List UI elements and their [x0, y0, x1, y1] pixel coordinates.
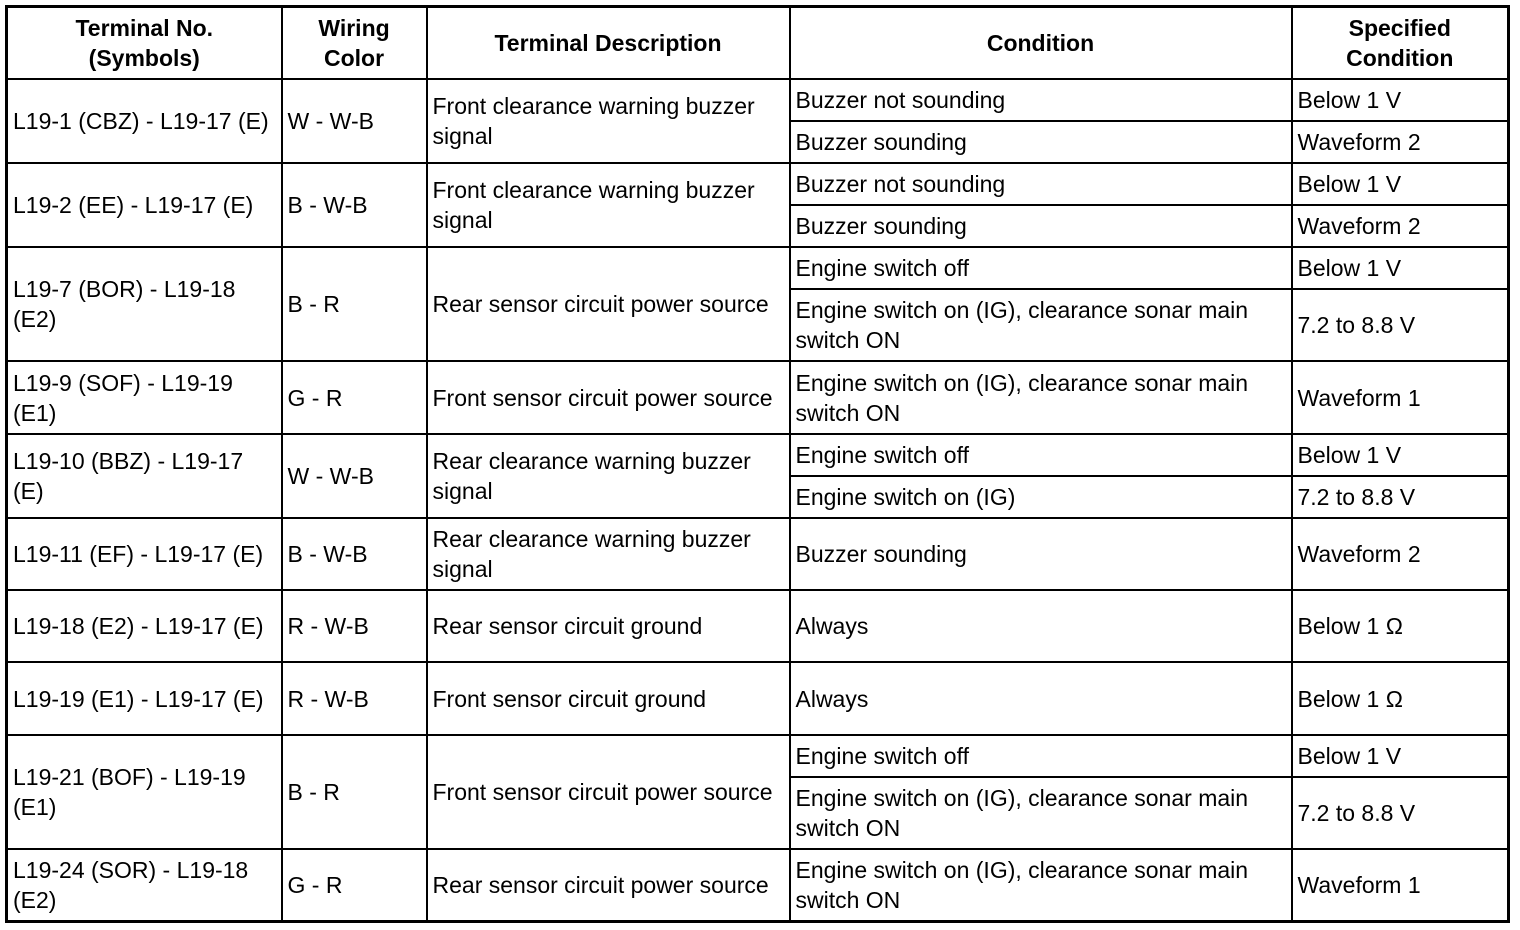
terminal-cell: L19-9 (SOF) - L19-19 (E1): [7, 361, 282, 433]
wiring-color-cell: B - R: [282, 735, 427, 849]
wiring-color-cell: R - W-B: [282, 590, 427, 662]
terminal-description-cell: Front clearance warning buzzer signal: [427, 79, 790, 163]
condition-cell: Engine switch off: [790, 434, 1292, 476]
wiring-color-cell: B - R: [282, 247, 427, 361]
terminal-description-cell: Rear clearance warning buzzer signal: [427, 518, 790, 590]
terminal-no-header: Terminal No. (Symbols): [7, 7, 282, 79]
condition-header: Condition: [790, 7, 1292, 79]
terminal-inspection-table: [5, 5, 1510, 923]
terminal-description-cell: Rear sensor circuit ground: [427, 590, 790, 662]
wiring-color-header: Wiring Color: [282, 7, 427, 79]
wiring-color-cell: B - W-B: [282, 163, 427, 247]
table-row: [7, 590, 1509, 662]
terminal-description-cell: Rear sensor circuit power source: [427, 247, 790, 361]
specified-condition-cell: Waveform 2: [1292, 518, 1509, 590]
specified-condition-cell: 7.2 to 8.8 V: [1292, 777, 1509, 849]
terminal-cell: L19-10 (BBZ) - L19-17 (E): [7, 434, 282, 518]
wiring-color-cell: G - R: [282, 849, 427, 921]
terminal-cell: L19-18 (E2) - L19-17 (E): [7, 590, 282, 662]
specified-condition-cell: 7.2 to 8.8 V: [1292, 289, 1509, 361]
table-row: [7, 434, 1509, 476]
terminal-cell: L19-2 (EE) - L19-17 (E): [7, 163, 282, 247]
condition-cell: Buzzer not sounding: [790, 163, 1292, 205]
wiring-color-cell: G - R: [282, 361, 427, 433]
condition-cell: Always: [790, 590, 1292, 662]
wiring-color-cell: B - W-B: [282, 518, 427, 590]
table-row: [7, 163, 1509, 205]
terminal-description-cell: Front sensor circuit power source: [427, 735, 790, 849]
terminal-description-header: Terminal Description: [427, 7, 790, 79]
condition-cell: Buzzer sounding: [790, 205, 1292, 247]
terminal-description-cell: Rear clearance warning buzzer signal: [427, 434, 790, 518]
condition-cell: Buzzer sounding: [790, 518, 1292, 590]
specified-condition-cell: Below 1 V: [1292, 434, 1509, 476]
specified-condition-cell: Below 1 Ω: [1292, 590, 1509, 662]
condition-cell: Engine switch off: [790, 735, 1292, 777]
table-row: [7, 518, 1509, 590]
condition-cell: Engine switch on (IG), clearance sonar main switch ON: [790, 777, 1292, 849]
specified-condition-cell: Below 1 Ω: [1292, 662, 1509, 734]
specified-condition-cell: Below 1 V: [1292, 79, 1509, 121]
specified-condition-cell: Below 1 V: [1292, 247, 1509, 289]
terminal-description-cell: Front sensor circuit ground: [427, 662, 790, 734]
table-row: [7, 735, 1509, 777]
specified-condition-cell: Waveform 2: [1292, 121, 1509, 163]
specified-condition-cell: 7.2 to 8.8 V: [1292, 476, 1509, 518]
condition-cell: Buzzer not sounding: [790, 79, 1292, 121]
wiring-color-cell: W - W-B: [282, 79, 427, 163]
specified-condition-header: Specified Condition: [1292, 7, 1509, 79]
wiring-color-cell: W - W-B: [282, 434, 427, 518]
table-row: [7, 361, 1509, 433]
specified-condition-cell: Waveform 2: [1292, 205, 1509, 247]
terminal-description-cell: Rear sensor circuit power source: [427, 849, 790, 921]
specified-condition-cell: Waveform 1: [1292, 361, 1509, 433]
condition-cell: Engine switch on (IG), clearance sonar main switch ON: [790, 849, 1292, 921]
condition-cell: Engine switch on (IG): [790, 476, 1292, 518]
terminal-cell: L19-24 (SOR) - L19-18 (E2): [7, 849, 282, 921]
header-row: [7, 7, 1509, 79]
terminal-cell: L19-21 (BOF) - L19-19 (E1): [7, 735, 282, 849]
table-row: [7, 247, 1509, 289]
terminal-cell: L19-1 (CBZ) - L19-17 (E): [7, 79, 282, 163]
terminal-cell: L19-19 (E1) - L19-17 (E): [7, 662, 282, 734]
condition-cell: Engine switch on (IG), clearance sonar main switch ON: [790, 289, 1292, 361]
terminal-description-cell: Front sensor circuit power source: [427, 361, 790, 433]
wiring-color-cell: R - W-B: [282, 662, 427, 734]
table-row: [7, 79, 1509, 121]
specified-condition-cell: Below 1 V: [1292, 735, 1509, 777]
condition-cell: Engine switch off: [790, 247, 1292, 289]
condition-cell: Engine switch on (IG), clearance sonar main switch ON: [790, 361, 1292, 433]
specified-condition-cell: Waveform 1: [1292, 849, 1509, 921]
condition-cell: Buzzer sounding: [790, 121, 1292, 163]
condition-cell: Always: [790, 662, 1292, 734]
table-row: [7, 849, 1509, 921]
specified-condition-cell: Below 1 V: [1292, 163, 1509, 205]
table-body: [7, 79, 1509, 922]
terminal-cell: L19-7 (BOR) - L19-18 (E2): [7, 247, 282, 361]
terminal-description-cell: Front clearance warning buzzer signal: [427, 163, 790, 247]
terminal-cell: L19-11 (EF) - L19-17 (E): [7, 518, 282, 590]
table-row: [7, 662, 1509, 734]
